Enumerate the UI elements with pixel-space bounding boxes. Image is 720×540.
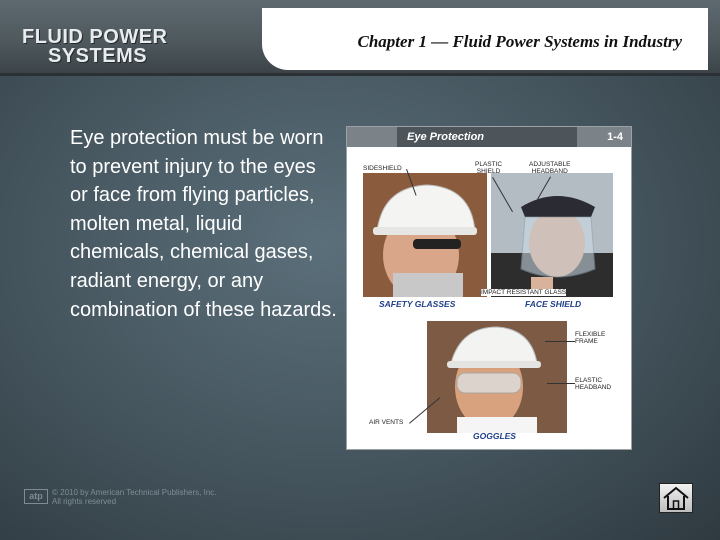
copyright-notice — [52, 488, 217, 506]
label-elastic-headband: ELASTIC HEADBAND — [575, 377, 612, 391]
copyright-line-2: All rights reserved — [52, 497, 117, 506]
label-plastic-shield: PLASTIC SHIELD — [475, 161, 503, 175]
safety-glasses-illustration — [363, 173, 487, 297]
figure-title: Eye Protection — [407, 131, 485, 143]
logo-line-1: FLUID POWER — [22, 26, 168, 48]
label-impact-resistant-glass: IMPACT RESISTANT GLASS — [481, 289, 567, 296]
logo-line-2: SYSTEMS — [48, 45, 148, 67]
copyright-line-1: © 2010 by American Technical Publishers, Inc. — [52, 488, 217, 497]
leader-flexible-frame — [545, 341, 575, 342]
home-icon — [660, 484, 692, 512]
face-shield-illustration — [491, 173, 613, 297]
chapter-title: Chapter 1 — Fluid Power Systems in Industry — [357, 32, 682, 51]
goggles-illustration — [427, 321, 567, 433]
caption-goggles: GOGGLES — [473, 431, 516, 441]
caption-face-shield: FACE SHIELD — [525, 299, 582, 309]
caption-safety-glasses: SAFETY GLASSES — [379, 299, 456, 309]
leader-elastic-headband — [547, 383, 575, 384]
body-text: Eye protection must be worn to prevent injury to the eyes or face from flying particles, molten metal, liquid chemicals, chemical gases, radiant energy, or any combination of these hazards. — [70, 127, 337, 321]
face-shield-photo — [491, 173, 613, 297]
figure-number: 1-4 — [607, 131, 623, 143]
fluid-power-systems-logo — [22, 18, 182, 66]
goggles-photo — [427, 321, 567, 433]
label-sideshield: SIDESHIELD — [363, 165, 402, 172]
label-adjustable-headband: ADJUSTABLE HEADBAND — [529, 161, 571, 175]
eye-protection-figure — [346, 126, 632, 450]
publisher-logo: atp — [24, 489, 48, 504]
safety-glasses-photo — [363, 173, 487, 297]
slide-header — [0, 0, 720, 76]
label-air-vents: AIR VENTS — [369, 419, 404, 426]
label-flexible-frame: FLEXIBLE FRAME — [575, 331, 606, 345]
home-button[interactable] — [659, 483, 693, 513]
title-panel — [262, 8, 708, 70]
